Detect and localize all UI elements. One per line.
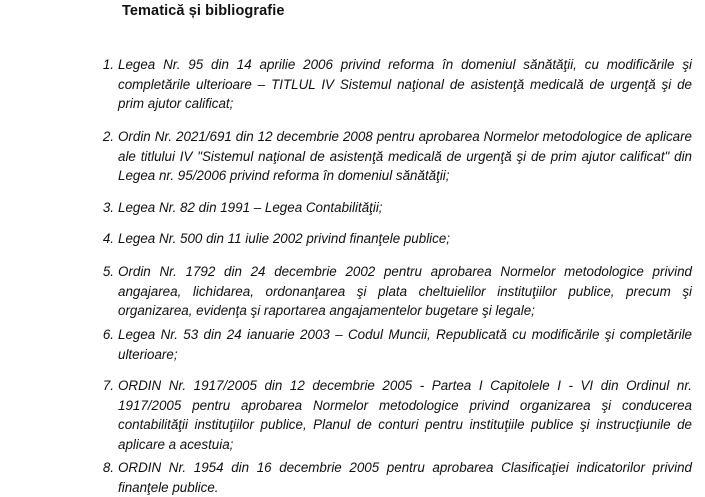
item-number: 8. bbox=[102, 460, 114, 475]
item-text: Ordin Nr. 1792 din 24 decembrie 2002 pentru aprobarea Normelor metodologice privind angajarea, lichidarea, ordonanţarea şi plata cheltuielilor instituţiilor publice, precum şi organizarea, evidenţa şi raportarea angajamentelor bugetare şi legale; bbox=[118, 264, 692, 318]
document-title: Tematică și bibliografie bbox=[122, 3, 285, 19]
item-number: 3. bbox=[102, 200, 114, 215]
item-text: Legea Nr. 53 din 24 ianuarie 2003 – Codul Muncii, Republicată cu modificările şi completările ulterioare; bbox=[118, 327, 692, 362]
item-text: Legea Nr. 500 din 11 iulie 2002 privind finanţele publice; bbox=[118, 231, 451, 246]
item-text: Legea Nr. 95 din 14 aprilie 2006 privind reforma în domeniul sănătăţii, cu modificările şi completările ulterioare – TITLUL IV Sistemul naţional de asistenţă medicală de urgenţă şi de prim ajutor calificat; bbox=[118, 57, 692, 111]
item-number: 5. bbox=[102, 264, 114, 279]
item-text: ORDIN Nr. 1954 din 16 decembrie 2005 pentru aprobarea Clasificaţiei indicatorilor privind finanţele publice. bbox=[118, 460, 692, 495]
item-number: 1. bbox=[102, 57, 114, 72]
item-number: 6. bbox=[102, 327, 114, 342]
item-text: Ordin Nr. 2021/691 din 12 decembrie 2008 pentru aprobarea Normelor metodologice de aplicare ale titlului IV "Sistemul naţional de asistenţă medicală de urgenţă şi de prim ajutor calificat" din Legea nr. 95/2006 privind reforma în domeniul sănătăţii; bbox=[118, 129, 692, 183]
item-number: 4. bbox=[102, 231, 114, 246]
item-number: 2. bbox=[102, 129, 114, 144]
item-text: ORDIN Nr. 1917/2005 din 12 decembrie 2005 - Partea I Capitolele I - VI din Ordinul nr. 1917/2005 pentru aprobarea Normelor metodologice privind organizarea şi conducerea contabilităţii instituţiilor publice, Planul de conturi pentru instituţiile publice şi instrucţiunile de aplicare a acestuia; bbox=[118, 378, 692, 452]
item-number: 7. bbox=[102, 378, 114, 393]
item-text: Legea Nr. 82 din 1991 – Legea Contabilităţii; bbox=[118, 200, 383, 215]
